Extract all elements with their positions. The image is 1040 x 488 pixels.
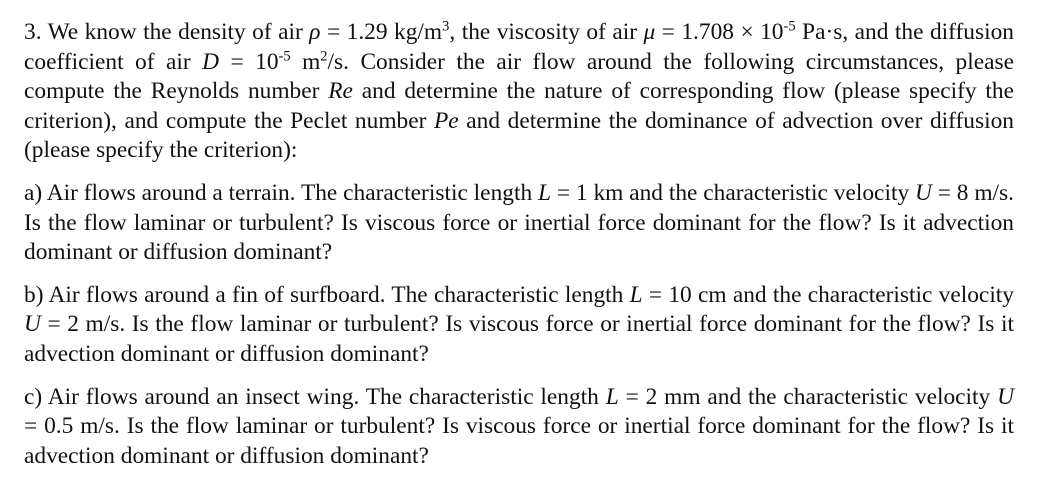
part-c	[24, 383, 1014, 472]
part-b-velocity-symbol: U	[24, 311, 41, 338]
problem-document	[24, 18, 1014, 471]
intro-text-3: , the viscosity of air	[449, 19, 644, 45]
part-b-length-symbol: L	[629, 281, 643, 308]
intro-text-1: We know the density of air	[47, 19, 310, 45]
exponent-2: 2	[320, 47, 328, 64]
part-a	[24, 179, 1014, 268]
part-b-text-2: = 10 cm and the characteristic velocity	[642, 281, 1015, 308]
part-c-text-1: c) Air flows around an insect wing. The characteristic length	[24, 383, 606, 410]
rho-symbol: ρ	[309, 19, 321, 45]
part-a-text-2: = 1 km and the characteristic velocity	[551, 179, 915, 206]
part-b-text-1: b) Air flows around a fin of surfboard. The characteristic length	[24, 281, 630, 308]
part-a-length-symbol: L	[538, 179, 552, 206]
part-c-length-symbol: L	[605, 383, 619, 410]
exponent-3: 3	[442, 18, 450, 35]
intro-text-9: and determine the nature of corresponding flow (please specify the criterion), and compute the Peclet number	[24, 78, 1015, 134]
diffusion-symbol: D	[202, 48, 220, 75]
intro-text-8: /s. Consider the air flow around the following circumstances, please compute the Reynolds number	[24, 48, 1014, 105]
exponent-minus-5-b: -5	[278, 47, 291, 64]
part-c-velocity-symbol: U	[997, 383, 1014, 410]
part-c-text-2: = 2 mm and the characteristic velocity	[618, 383, 998, 410]
part-b	[24, 281, 1014, 370]
part-a-text-1: a) Air flows around a terrain. The characteristic length	[24, 179, 539, 206]
intro-text-2: = 1.29 kg/m	[320, 19, 443, 45]
question-number: 3.	[24, 19, 42, 45]
exponent-minus-5: -5	[783, 18, 796, 35]
intro-text-6: = 10	[219, 48, 279, 75]
part-a-text-3: = 8 m/s. Is the flow laminar or turbulent? Is viscous force or inertial force dominant for the flow? Is it advection dominant or diffusion dominant?	[24, 179, 1014, 266]
part-c-text-3: = 0.5 m/s. Is the flow laminar or turbulent? Is viscous force or inertial force dominant for the flow? Is it advection dominant or diffusion dominant?	[24, 413, 1014, 469]
question-intro	[24, 18, 1014, 166]
intro-text-7: m	[290, 48, 321, 75]
part-a-velocity-symbol: U	[915, 179, 932, 206]
mu-symbol: μ	[643, 19, 656, 45]
intro-text-4: = 1.708 × 10	[655, 19, 784, 45]
intro-text-5: Pa·s, and the diffusion coefficient of air	[24, 19, 1014, 75]
peclet-symbol: Pe	[434, 107, 459, 134]
intro-text-10: and determine the dominance of advection over diffusion (please specify the criterion):	[24, 107, 1014, 164]
reynolds-symbol: Re	[328, 78, 353, 105]
part-b-text-3: = 2 m/s. Is the flow laminar or turbulent? Is viscous force or inertial force dominant for the flow? Is it advection dominant or diffusion dominant?	[24, 311, 1014, 367]
